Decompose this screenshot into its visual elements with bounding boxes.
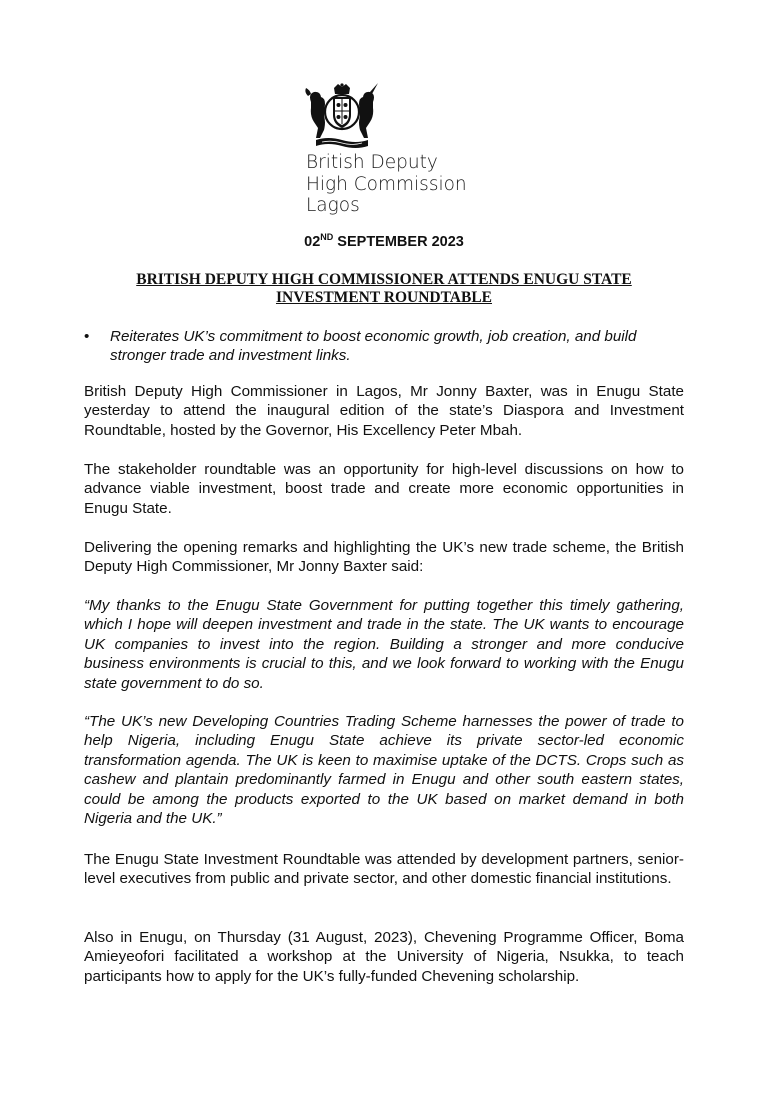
quote-paragraph: “The UK’s new Developing Countries Trading Scheme harnesses the power of trade to help Nigeria, including Enugu State achieve its private sector-led economic transformation agenda. The UK is keen to maximise uptake of the DCTS. Crops such as cashew and plantain predominantly farmed in Enugu and other south eastern states, could be among the products exported to the UK based on market demand in both Nigeria and the UK.” [84, 713, 684, 828]
bullet-point-icon: • [84, 328, 90, 345]
release-date [0, 232, 768, 250]
summary-bullet-text: Reiterates UK’s commitment to boost economic growth, job creation, and build stronger trade and investment links. [110, 328, 637, 364]
date-month-year: SEPTEMBER 2023 [333, 234, 464, 250]
summary-bullet [84, 327, 690, 365]
org-name-line: High Commission [306, 173, 467, 195]
date-ordinal-suffix: ND [320, 232, 334, 242]
paragraph: British Deputy High Commissioner in Lagos, Mr Jonny Baxter, was in Enugu State yesterday to attend the inaugural edition of the state’s Diaspora and Investment Roundtable, hosted by the Governor, His Excellency Peter Mbah. [84, 383, 684, 439]
paragraph: The Enugu State Investment Roundtable was attended by development partners, senior-level executives from public and private sector, and other domestic financial institutions. [84, 851, 684, 888]
date-day: 02 [304, 234, 321, 250]
quote-paragraph: “My thanks to the Enugu State Government for putting together this timely gathering, which I hope will deepen investment and trade in the state. The UK wants to encourage UK companies to invest into the region. Building a stronger and more conducive business environments is crucial to this, and we look forward to working with the Enugu state government to do so. [84, 597, 684, 692]
paragraph: Delivering the opening remarks and highlighting the UK’s new trade scheme, the British Deputy High Commissioner, Mr Jonny Baxter said: [84, 539, 684, 576]
paragraph: The stakeholder roundtable was an opportunity for high-level discussions on how to advance viable investment, boost trade and create more economic opportunities in Enugu State. [84, 461, 684, 517]
press-release-headline: BRITISH DEPUTY HIGH COMMISSIONER ATTENDS ENUGU STATE INVESTMENT ROUNDTABLE [136, 271, 632, 306]
royal-coat-of-arms-icon [302, 82, 382, 150]
org-name-line: British Deputy [306, 152, 438, 173]
paragraph: Also in Enugu, on Thursday (31 August, 2023), Chevening Programme Officer, Boma Amieyeofori facilitated a workshop at the University of Nigeria, Nsukka, to teach participants how to apply for the UK’s fully-funded Chevening scholarship. [84, 929, 684, 985]
organisation-name [306, 152, 467, 217]
org-name-line: Lagos [306, 195, 360, 216]
